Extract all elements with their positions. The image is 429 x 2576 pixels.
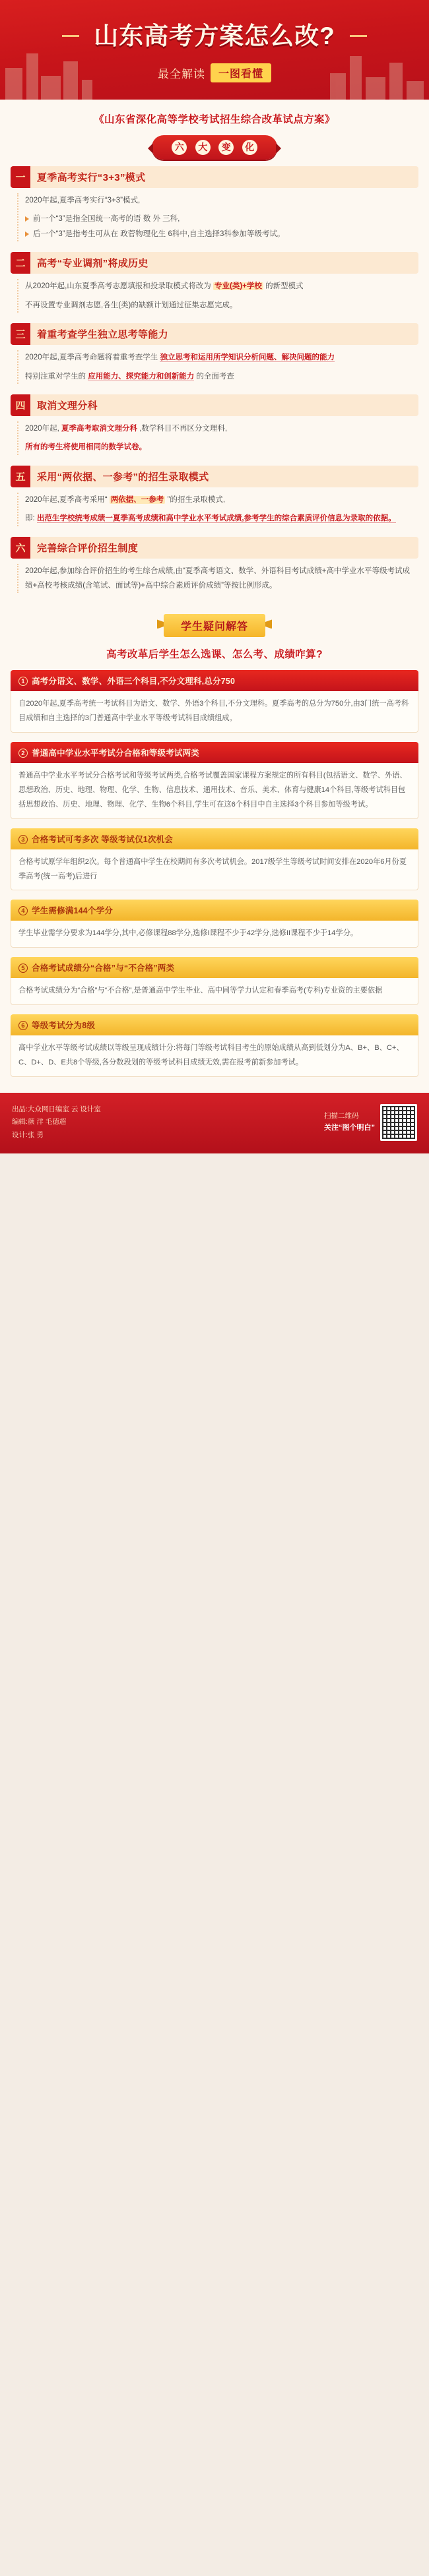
change-item-5-para-2 <box>25 511 414 526</box>
change-item-3-para-1a: 2020年起,夏季高考命题将着重考查学生 <box>25 353 158 362</box>
hero-subtitle <box>0 63 429 82</box>
qa-banner <box>0 610 429 638</box>
spacer <box>0 603 429 610</box>
footer-qr-line-1: 扫描二维码 <box>324 1111 359 1120</box>
qa-card-1-index: 1 <box>18 677 28 686</box>
change-item-1-number: 一 <box>11 166 30 188</box>
qa-card-3-para-1: 合格考试原学年组织2次。每个普通高中学生在校期间有多次考试机会。2017级学生等级考试时间安排在2020年6月份夏季高考(统一高考)后进行 <box>18 857 407 880</box>
change-item-4-emphasis: 夏季高考取消文理分科 <box>61 424 137 433</box>
change-item-3-para-2a: 特别注重对学生的 <box>25 372 86 381</box>
change-item-1-bullet-1-text: 前一个“3”是指全国统一高考的语 数 外 三科, <box>33 215 180 224</box>
change-item-5-para-2a: 即: <box>25 514 35 523</box>
change-item-2-number: 二 <box>11 252 30 274</box>
change-item-3-number: 三 <box>11 323 30 345</box>
six-char-1: 六 <box>172 140 187 155</box>
qr-code-pattern <box>382 1106 415 1139</box>
qa-card-2-index: 2 <box>18 749 28 758</box>
qa-card-1 <box>11 670 418 733</box>
footer-qr-line-2-strong: 关注“图个明白” <box>324 1124 375 1132</box>
qa-card-1-title-text: 高考分语文、数学、外语三个科目,不分文理科,总分750 <box>32 677 236 687</box>
qa-banner-tag: 学生疑问解答 <box>164 614 265 637</box>
change-item-3-para-2 <box>25 369 414 384</box>
change-item-1-body <box>17 193 418 241</box>
content-sheet <box>0 100 429 1093</box>
qr-code-icon[interactable] <box>380 1104 417 1141</box>
spacer <box>0 1086 429 1093</box>
change-item-1-lead: 2020年起,夏季高考实行“3+3”模式, <box>25 197 141 204</box>
change-item-3-title: 着重考查学生独立思考等能力 <box>30 323 418 345</box>
qa-card-6-body <box>11 1035 418 1077</box>
change-item-5-para-1a: 2020年起,夏季高考采用“ <box>25 495 108 504</box>
qa-card-5-title <box>11 957 418 978</box>
footer-credits <box>12 1103 101 1142</box>
qa-card-3-title-text: 合格考试可考多次 等级考试仅1次机会 <box>32 834 174 844</box>
qa-card-3 <box>11 828 418 891</box>
qa-card-3-index: 3 <box>18 835 28 844</box>
qa-card-1-title <box>11 670 418 691</box>
document-title: 《山东省深化高等学校考试招生综合改革试点方案》 <box>94 114 335 125</box>
qa-card-4-index: 4 <box>18 906 28 915</box>
hero-title-decoration <box>84 15 345 55</box>
change-item-5-highlight: 两依据、一参考 <box>110 495 164 504</box>
change-item-3-head <box>11 323 418 345</box>
change-item-4-para-2: 所有的考生将使用相同的数学试卷。 <box>25 443 147 452</box>
change-item-6-para-1: 2020年起,参加综合评价招生的考生综合成绩,由“夏季高考语文、数学、外语科目考试成绩+高中学业水平等级考试成绩+高校考核成绩(含笔试、面试等)+高中综合素质评价成绩”等按比例形成。 <box>25 567 411 590</box>
triangle-bullet-icon <box>25 216 29 222</box>
qa-card-2 <box>11 742 418 819</box>
qa-card-5-body <box>11 978 418 1005</box>
qa-card-2-title <box>11 742 418 763</box>
footer-qr-block <box>324 1104 417 1141</box>
change-item-4-para-1b: ,数学科目不再区分文理科, <box>139 424 228 433</box>
qa-card-4-para-1: 学生毕业需学分要求为144学分,其中,必修课程88学分,选修I课程不少于42学分,选修II课程不少于14学分。 <box>18 929 358 938</box>
qa-card-6-title-text: 等级考试分为8级 <box>32 1021 96 1031</box>
six-char-4: 化 <box>242 140 257 155</box>
change-item-6-body <box>17 564 418 594</box>
qa-card-6-title <box>11 1014 418 1035</box>
change-item-2-para-2: 不再设置专业调剂志愿,各生(类)的缺额计划通过征集志愿完成。 <box>25 301 238 309</box>
change-item-6 <box>11 537 418 594</box>
hero-subtitle-badge: 一图看懂 <box>211 63 271 82</box>
footer <box>0 1093 429 1153</box>
change-item-3-emphasis-1: 独立思考和运用所学知识分析问题、解决问题的能力 <box>160 353 335 362</box>
change-item-4-number: 四 <box>11 394 30 416</box>
footer-qr-line-2 <box>324 1122 375 1135</box>
qa-card-2-body <box>11 763 418 819</box>
qa-card-4 <box>11 900 418 948</box>
change-item-5-para-1 <box>25 493 414 507</box>
change-item-3-emphasis-2: 应用能力、探究能力和创新能力 <box>88 372 195 381</box>
change-item-2 <box>11 252 418 313</box>
change-item-2-highlight: 专业(类)+学校 <box>214 282 262 291</box>
change-item-1-title: 夏季高考实行“3+3”模式 <box>30 166 418 188</box>
change-item-2-head <box>11 252 418 274</box>
change-item-6-head <box>11 537 418 559</box>
qa-card-5-para-1: 合格考试成绩分为“合格”与“不合格”,是普通高中学生毕业、高中同等学力认定和春季高考(专科)专业资的主要依据 <box>18 987 383 995</box>
hero-title: 山东高考方案怎么改? <box>94 22 335 49</box>
qa-card-3-title <box>11 828 418 849</box>
change-item-4-para-1a: 2020年起, <box>25 424 59 433</box>
change-item-3-body <box>17 350 418 384</box>
change-item-4-para-1 <box>25 421 414 436</box>
change-item-2-title: 高考“专业调剂”将成历史 <box>30 252 418 274</box>
six-char-2: 大 <box>195 140 211 155</box>
change-item-4-title: 取消文理分科 <box>30 394 418 416</box>
qa-card-4-title-text: 学生需修满144个学分 <box>32 906 114 916</box>
change-item-4-body <box>17 421 418 455</box>
footer-qr-text <box>324 1110 375 1136</box>
six-changes-banner <box>0 134 429 166</box>
change-item-1-bullet-2-text: 后一个“3”是指考生可从在 政菅物理化生 6科中,自主选择3科参加等级考试。 <box>33 230 285 238</box>
qa-card-6 <box>11 1014 418 1077</box>
change-item-5-number: 五 <box>11 466 30 487</box>
change-item-3-para-2b: 的全面考查 <box>196 372 234 381</box>
qa-card-4-body <box>11 921 418 948</box>
change-item-5-head <box>11 466 418 487</box>
footer-credit-line-3: 设计:张 勇 <box>12 1130 44 1139</box>
qa-card-5-index: 5 <box>18 964 28 973</box>
change-item-2-para-1 <box>25 279 414 293</box>
hero-header <box>0 0 429 100</box>
change-item-5-title: 采用“两依据、一参考”的招生录取模式 <box>30 466 418 487</box>
hero-subtitle-left: 最全解读 <box>157 68 205 80</box>
qa-card-4-title <box>11 900 418 921</box>
qa-heading: 高考改革后学生怎么选课、怎么考、成绩咋算? <box>106 649 323 661</box>
change-item-6-number: 六 <box>11 537 30 559</box>
change-item-1-bullet-1 <box>25 212 414 226</box>
change-item-3 <box>11 323 418 384</box>
qa-card-1-para-1: 自2020年起,夏季高考统一考试科目为语文、数学、外语3个科目,不分文理科。夏季高考的总分为750分,由3门统一高考科目成绩和自主选择的3门普通高中学业水平等级考试科目成绩组成。 <box>18 700 409 723</box>
infographic-page <box>0 0 429 1153</box>
qa-card-6-index: 6 <box>18 1021 28 1030</box>
footer-credit-line-1: 出品:大众网日编室 云 设计室 <box>12 1105 101 1113</box>
qa-card-6-para-1: 高中学业水平等级考试成绩以等级呈现成绩计分:将每门等级考试科目考生的原始成绩从高到低划分为A、B+、B、C+、C、D+、D、E共8个等级,各分数段划的等级考试科目成绩无效,需在报考前新参加考试。 <box>18 1044 404 1066</box>
qa-card-3-body <box>11 849 418 891</box>
six-changes-ribbon <box>152 135 277 160</box>
qa-card-5 <box>11 957 418 1005</box>
change-item-6-title: 完善综合评价招生制度 <box>30 537 418 559</box>
change-item-1-head <box>11 166 418 188</box>
change-item-2-para-1a: 从2020年起,山东夏季高考志愿填报和投录取模式将改为 <box>25 282 211 291</box>
triangle-bullet-icon <box>25 231 29 237</box>
change-item-2-body <box>17 279 418 313</box>
change-item-5-para-1b: ”的招生录取模式, <box>167 495 226 504</box>
qa-card-2-title-text: 普通高中学业水平考试分合格和等级考试两类 <box>32 749 200 758</box>
change-item-5-body <box>17 493 418 526</box>
six-char-3: 变 <box>218 140 234 155</box>
qa-card-1-body <box>11 691 418 733</box>
change-item-1-bullet-2 <box>25 227 414 241</box>
change-item-5 <box>11 466 418 526</box>
change-item-4 <box>11 394 418 455</box>
change-item-3-para-1 <box>25 350 414 365</box>
change-item-1 <box>11 166 418 241</box>
change-item-2-para-1b: 的新型模式 <box>265 282 304 291</box>
qa-card-2-para-1: 普通高中学业水平考试分合格考试和等级考试两类,合格考试覆盖国家课程方案规定的所有科目(包括语文、数学、外语、思想政治、历史、地理、物理、化学、生物、信息技术、通用技术、音乐、美术、体育与健康14个科目,等级考试科目包括思想政治、历史、地理、物理、化学、生物6个科目,学生可在这6个科目中自主选择3个科目参加等级考试。 <box>18 772 407 809</box>
change-item-4-head <box>11 394 418 416</box>
footer-credit-line-2: 编辑:颜 洋 毛德超 <box>12 1118 67 1126</box>
qa-card-5-title-text: 合格考试成绩分“合格”与“不合格”两类 <box>32 964 175 973</box>
change-item-5-emphasis: 出范生学校统考成绩一夏季高考成绩和高中学业水平考试成绩,参考学生的综合素质评价信息为录取的依据。 <box>36 514 396 523</box>
